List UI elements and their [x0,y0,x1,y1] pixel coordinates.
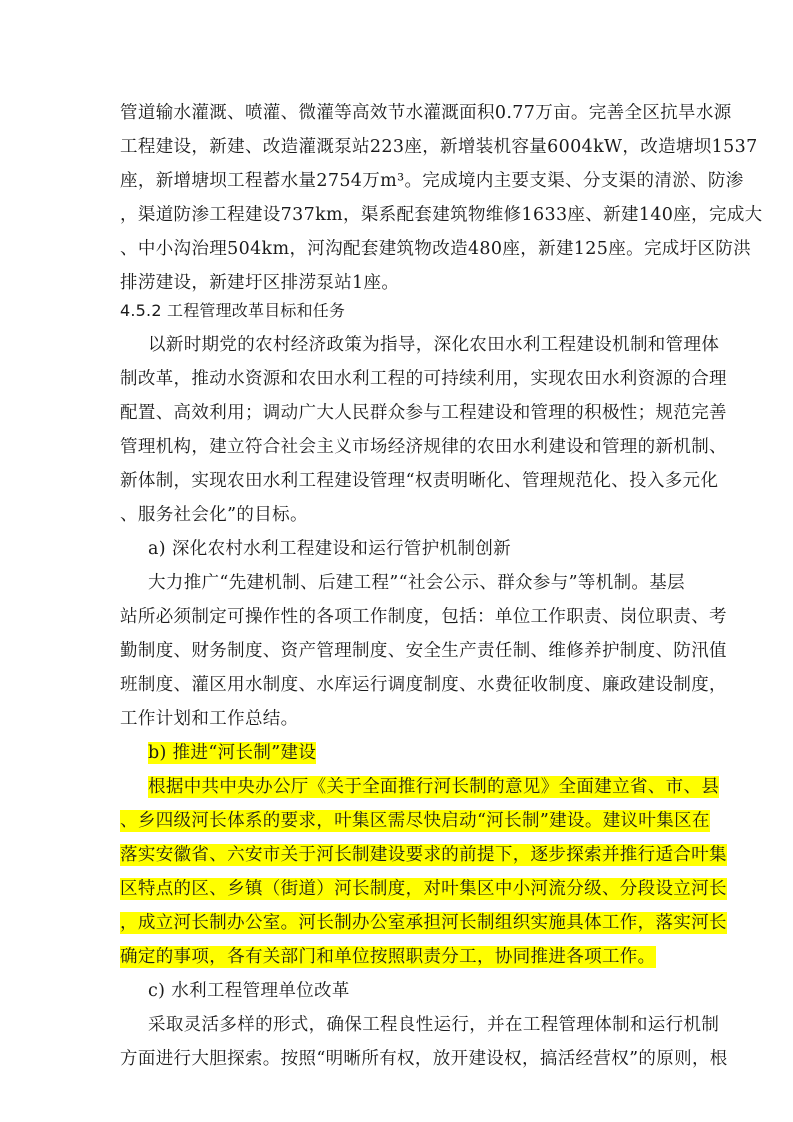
paragraph-line: 管道输水灌溉、喷灌、微灌等高效节水灌溉面积0.77万亩。完善全区抗旱水源 [120,103,732,123]
paragraph-line: 制改革，推动水资源和农田水利工程的可持续利用，实现农田水利资源的合理 [120,369,727,389]
highlighted-text: 落实安徽省、六安市关于河长制建设要求的前提下，逐步探索并推行适合叶集 [120,845,727,865]
highlighted-text: 、乡四级河长体系的要求，叶集区需尽快启动“河长制”建设。建议叶集区在 [120,811,710,831]
highlighted-text: ，成立河长制办公室。河长制办公室承担河长制组织实施具体工作，落实河长 [120,913,727,933]
paragraph-line [120,809,710,833]
paragraph-line: 采取灵活多样的形式，确保工程良性运行，并在工程管理体制和运行机制 [148,1015,720,1035]
item-b-title [148,741,316,765]
paragraph-line: 排涝建设，新建圩区排涝泵站1座。 [120,273,400,293]
item-c-title: c) 水利工程管理单位改革 [148,981,350,1001]
paragraph-line: 管理机构，建立符合社会主义市场经济规律的农田水利建设和管理的新机制、 [120,437,727,457]
paragraph-line: 大力推广“先建机制、后建工程”“社会公示、群众参与”等机制。基层 [148,573,685,593]
highlighted-text: 根据中共中央办公厅《关于全面推行河长制的意见》全面建立省、市、县 [148,777,720,797]
paragraph-line: 配置、高效利用；调动广大人民群众参与工程建设和管理的积极性；规范完善 [120,403,727,423]
paragraph-line: 班制度、灌区用水制度、水库运行调度制度、水费征收制度、廉政建设制度， [120,675,727,695]
paragraph-line: 站所必须制定可操作性的各项工作制度，包括：单位工作职责、岗位职责、考 [120,607,727,627]
section-heading: 4.5.2 工程管理改革目标和任务 [120,301,346,320]
paragraph-line: 新体制，实现农田水利工程建设管理“权责明晰化、管理规范化、投入多元化 [120,471,719,491]
highlighted-text: 确定的事项，各有关部门和单位按照职责分工，协同推进各项工作。 [120,947,656,967]
paragraph-line: 工程建设，新建、改造灌溉泵站223座，新增装机容量6004kW，改造塘坝1537 [120,137,758,157]
paragraph-line [120,911,727,935]
paragraph-line: 以新时期党的农村经济政策为指导，深化农田水利工程建设机制和管理体 [148,335,720,355]
paragraph-line: 、服务社会化”的目标。 [120,505,308,525]
paragraph-line: 座，新增塘坝工程蓄水量2754万m³。完成境内主要支渠、分支渠的清淤、防渗 [120,171,744,191]
paragraph-line [120,945,656,969]
paragraph-line [120,877,727,901]
item-a-title: a) 深化农村水利工程建设和运行管护机制创新 [148,539,512,559]
paragraph-line: 方面进行大胆探索。按照“明晰所有权，放开建设权，搞活经营权”的原则，根 [120,1049,728,1069]
paragraph-line: 、中小沟治理504km，河沟配套建筑物改造480座，新建125座。完成圩区防洪 [120,239,752,259]
paragraph-line: ，渠道防渗工程建设737km，渠系配套建筑物维修1633座、新建140座，完成大 [120,205,763,225]
paragraph-line: 勤制度、财务制度、资产管理制度、安全生产责任制、维修养护制度、防汛值 [120,641,727,661]
paragraph-line [120,843,727,867]
highlighted-text: b) 推进“河长制”建设 [148,743,317,763]
paragraph-line: 工作计划和工作总结。 [120,709,299,729]
paragraph-line [148,775,719,799]
highlighted-text: 区特点的区、乡镇（街道）河长制度，对叶集区中小河流分级、分段设立河长 [120,879,727,899]
